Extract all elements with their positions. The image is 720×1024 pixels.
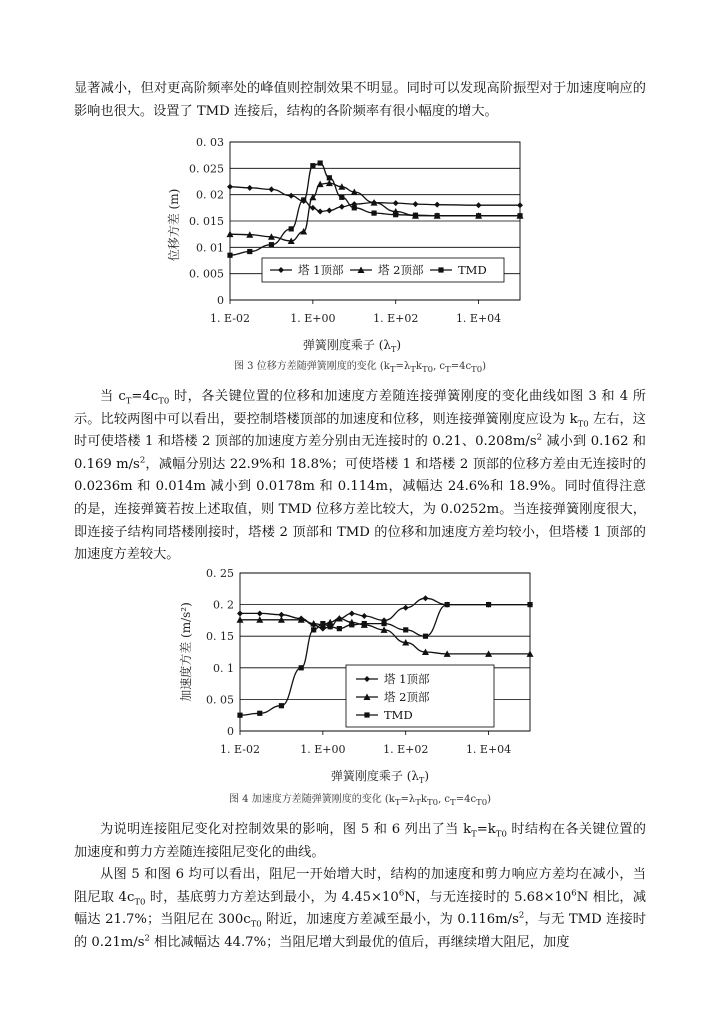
chart3-xlabel: 弹簧刚度乘子 $(\lambda_T)$	[302, 338, 402, 354]
paragraph-1: 显著减小，但对更高阶频率处的峰值则控制效果不明显。同时可以发现高阶振型对于加速度响应的影响也很大。设置了 TMD 连接后，结构的各阶频率有很小幅度的增大。	[74, 81, 646, 119]
data-point	[328, 624, 333, 629]
chart3-ylabel: 位移方差 (m)	[167, 188, 181, 262]
x-tick-label: 1. E+04	[465, 743, 512, 756]
y-tick-label: 0. 02	[196, 188, 224, 202]
data-point	[362, 621, 367, 626]
data-point	[237, 610, 243, 616]
data-point	[279, 703, 284, 708]
data-point	[311, 627, 316, 632]
data-point	[423, 634, 428, 639]
chart4-ylabel: 加速度方差 (m/s²)	[179, 602, 193, 702]
legend-label: 塔 1顶部	[384, 672, 430, 686]
legend-label: 塔 2顶部	[378, 263, 424, 277]
data-point	[257, 711, 262, 716]
legend-marker	[364, 712, 369, 717]
legend-label: 塔 2顶部	[384, 690, 430, 704]
data-point	[237, 713, 242, 718]
chart4-tick-labels	[206, 567, 511, 756]
data-point	[445, 602, 450, 607]
data-point	[337, 626, 342, 631]
y-tick-label: 0. 25	[206, 567, 234, 580]
y-tick-label: 0. 01	[196, 241, 224, 255]
data-point	[486, 602, 491, 607]
y-tick-label: 0. 05	[206, 693, 234, 707]
data-point	[381, 621, 386, 626]
legend-label: 塔 1顶部	[298, 263, 344, 277]
y-tick-label: 0. 03	[196, 136, 224, 149]
x-tick-label: 1. E+04	[455, 312, 502, 325]
x-tick-label: 1. E+02	[383, 743, 429, 756]
data-point	[349, 610, 355, 616]
chart4-xlabel: 弹簧刚度乘子 $(\lambda_T)$	[330, 769, 430, 785]
data-point	[299, 665, 304, 670]
paragraph-2: 当 $c_T=4c_{T0}$ 时，各关键位置的位移和加速度方差随连接弹簧刚度的变化曲线如图 3 和 4 所示。比较两图中可以看出，要控制塔楼顶部的加速度和位移，则连接弹簧刚度应设为 $k_{T0}$ 左右，这时可使塔楼 1 和塔楼 2 顶部的加速度方差分别由无连接时的 0.21、$0.208m/s^2$ 减小到 0.162 和 0.169 $m/s^2$，减幅分别达 22.9%和 18.8%；可使塔楼 1 和塔楼 2 顶部的位移方差由无连接时的 0.0236m 和 0.014m 减小到 0.0178m 和 0.114m，减幅达 24.6%和 18.9%。同时值得注意的是，连接弹簧若按上述取值，则 TMD 位移方差比较大，为 0.0252m。当连接弹簧刚度很大，即连接子结构同塔楼刚接时，塔楼 2 顶部和 TMD 的位移和加速度方差均较小，但塔楼 1 顶部的加速度方差较大。	[74, 389, 646, 563]
data-point	[422, 595, 428, 601]
figure-3-caption: 图 3 位移方差随弹簧刚度的变化 ($k_T=\lambda_Tk_{T0}$, $c_T=4c_{T0}$)	[233, 361, 487, 375]
figure-4-caption: 图 4 加速度方差随弹簧刚度的变化 ($k_T=\lambda_Tk_{T0}$, $c_T=4c_{T0}$)	[228, 794, 492, 808]
y-tick-label: 0. 005	[189, 267, 224, 281]
legend-label: TMD	[458, 263, 487, 277]
data-point	[403, 605, 409, 611]
data-point	[361, 613, 367, 619]
x-tick-label: 1. E-02	[210, 312, 250, 325]
data-point	[349, 622, 354, 627]
data-point	[403, 627, 408, 632]
y-tick-label: 0. 025	[189, 162, 224, 176]
chart4-legend	[346, 665, 494, 727]
y-tick-label: 0. 2	[213, 598, 234, 612]
data-point	[257, 610, 263, 616]
x-tick-label: 1. E+00	[300, 743, 346, 756]
y-tick-label: 0. 1	[213, 661, 234, 675]
y-tick-label: 0	[227, 725, 234, 738]
data-point	[527, 602, 532, 607]
y-tick-label: 0. 15	[206, 630, 234, 644]
y-tick-label: 0. 015	[189, 215, 224, 228]
data-point	[320, 621, 325, 626]
legend-label: TMD	[384, 708, 413, 722]
paragraph-3: 为说明连接阻尼变化对控制效果的影响，图 5 和 6 列出了当 $k_T=k_{T0}$ 时结构在各关键位置的加速度和剪力方差随连接阻尼变化的曲线。	[74, 822, 646, 860]
x-tick-label: 1. E+02	[373, 312, 419, 325]
y-tick-label: 0	[217, 294, 224, 307]
x-tick-label: 1. E-02	[220, 743, 260, 756]
x-tick-label: 1. E+00	[290, 312, 336, 325]
paragraph-4: 从图 5 和图 6 均可以看出，阻尼一开始增大时，结构的加速度和剪力响应方差均在减小，当阻尼取 $4c_{T0}$ 时，基底剪力方差达到最小，为 $4.45\times 10^6N$，与无连接时的 $5.68\times 10^6N$ 相比，减幅达 21.7%；当阻尼在 $300c_{T0}$ 附近，加速度方差减至最小，为 $0.116m/s^2$，与无 TMD 连接时的 $0.21m/s^2$ 相比减幅达 44.7%；当阻尼增大到最优的值后，再继续增大阻尼，加度	[74, 867, 647, 950]
